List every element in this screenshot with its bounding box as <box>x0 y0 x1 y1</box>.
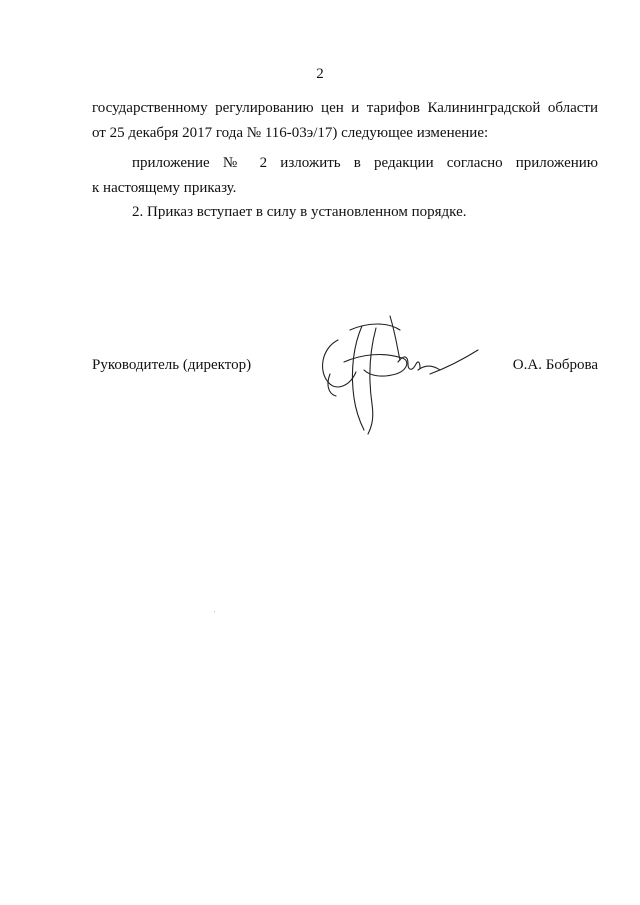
paragraph-line: приложение № 2 изложить в редакции согласно приложению <box>132 155 598 171</box>
scan-speck <box>214 611 215 612</box>
paragraph-line: от 25 декабря 2017 года № 116-03э/17) следующее изменение: <box>92 125 489 141</box>
handwritten-signature <box>310 300 490 440</box>
paragraph-line: к настоящему приказу. <box>92 180 237 196</box>
paragraph-line: 2. Приказ вступает в силу в установленном порядке. <box>132 204 467 220</box>
signatory-name: О.А. Боброва <box>512 357 598 373</box>
paragraph-amendment-context <box>92 96 598 146</box>
page-number: 2 <box>316 66 324 82</box>
paragraph-amendment-item <box>92 151 598 201</box>
paragraph-line: государственному регулированию цен и тарифов Калининградской области <box>92 100 598 116</box>
paragraph-effective-date <box>92 200 598 225</box>
signatory-position: Руководитель (директор) <box>92 357 252 373</box>
